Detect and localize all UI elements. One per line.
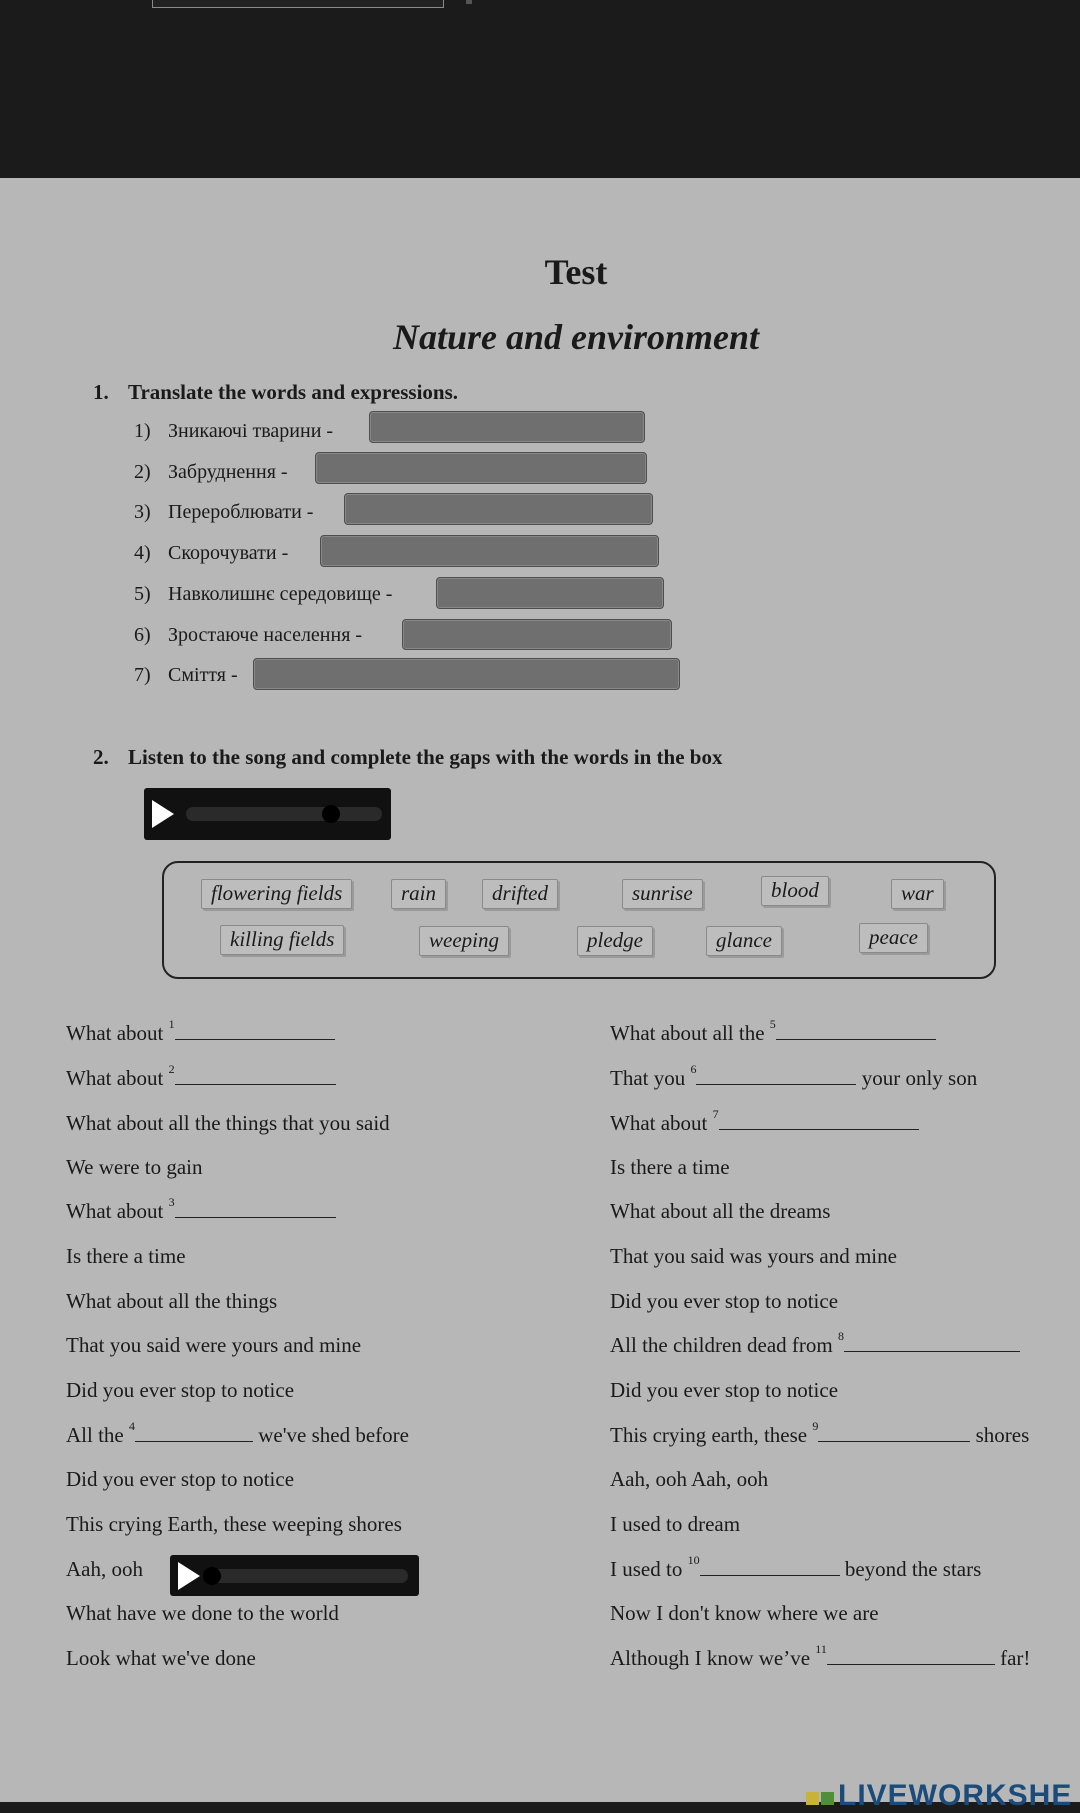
lyric-line: Now I don't know where we are (610, 1601, 879, 1625)
word-chip: war (891, 879, 944, 909)
translate-item-4 (134, 542, 288, 565)
audio-progress-knob[interactable] (322, 805, 340, 823)
answer-field-1[interactable] (369, 411, 645, 443)
page-subtitle: Nature and environment (392, 317, 760, 357)
lyric-line: What about all the $^5$ (610, 1021, 936, 1046)
play-icon[interactable] (152, 800, 174, 828)
lyric-line: This crying earth, these $^9$ shores (610, 1419, 1030, 1447)
audio-player[interactable] (144, 788, 391, 840)
play-icon[interactable] (178, 1562, 200, 1590)
item-number: 5) (134, 583, 151, 605)
answer-field-4[interactable] (320, 535, 659, 567)
translate-item-2 (134, 461, 288, 484)
lyric-line: What about all the things that you said (66, 1111, 390, 1135)
gap-7[interactable] (719, 1111, 919, 1130)
word-chip: peace (859, 923, 928, 953)
gap-5[interactable] (776, 1021, 936, 1040)
word-chip: blood (761, 876, 829, 906)
section-2-title: Listen to the song and complete the gaps with the words in the box (128, 745, 723, 769)
section-2-heading (93, 745, 722, 770)
translate-item-3 (134, 501, 313, 524)
translate-item-5 (134, 583, 392, 606)
gap-2[interactable] (175, 1066, 336, 1085)
lyric-line: Did you ever stop to notice (610, 1378, 839, 1402)
answer-field-5[interactable] (436, 577, 664, 609)
lyric-line: Is there a time (66, 1244, 186, 1268)
audio-progress-track[interactable] (186, 807, 382, 821)
lyric-line: That you said were yours and mine (66, 1333, 362, 1357)
gap-10[interactable] (700, 1557, 840, 1576)
gap-6[interactable] (696, 1066, 856, 1085)
liveworksheets-logo: LIVEWORKSHE (806, 1779, 1072, 1813)
lyric-line: Did you ever stop to notice (610, 1289, 839, 1313)
gap-1[interactable] (175, 1021, 335, 1040)
item-label: Забруднення - (168, 461, 288, 483)
lyric-line: What about $^1$ (66, 1021, 335, 1046)
item-number: 2) (134, 461, 151, 483)
answer-field-3[interactable] (344, 493, 653, 525)
translate-item-7 (134, 664, 238, 687)
gap-3[interactable] (175, 1199, 336, 1218)
lyric-line: What about $^2$ (66, 1066, 336, 1091)
word-chip: killing fields (220, 925, 344, 955)
lyric-line: Although I know we’ve $^{11}$ far! (610, 1642, 1031, 1670)
item-label: Навколишнє середовище - (168, 583, 393, 605)
item-label: Перероблювати - (168, 501, 314, 523)
item-label: Зникаючі тварини - (168, 420, 334, 442)
word-chip: drifted (482, 879, 558, 909)
lyric-line: All the $^4$ we've shed before (66, 1419, 409, 1447)
lyric-line: I used to dream (610, 1512, 741, 1536)
lyric-line: Did you ever stop to notice (66, 1467, 295, 1491)
word-chip: weeping (419, 926, 509, 956)
lyric-line: Is there a time (610, 1155, 730, 1179)
translate-item-6 (134, 624, 362, 647)
lyric-line: Look what we've done (66, 1646, 256, 1670)
gap-11[interactable] (827, 1646, 995, 1665)
lyric-line: That you $^6$ your only son (610, 1062, 978, 1090)
audio-progress-track[interactable] (208, 1569, 408, 1583)
word-chip: pledge (577, 926, 653, 956)
page-title: Test (544, 252, 608, 292)
lyric-line: What about all the dreams (610, 1199, 831, 1223)
lyric-line: This crying Earth, these weeping shores (66, 1512, 402, 1536)
translate-item-1 (134, 420, 333, 443)
gap-4[interactable] (135, 1423, 253, 1442)
lyric-line: What about $^7$ (610, 1111, 919, 1136)
word-chip: glance (706, 926, 782, 956)
item-label: Скорочувати - (168, 542, 289, 564)
lyric-line: All the children dead from $^8$ (610, 1333, 1020, 1358)
item-number: 3) (134, 501, 151, 523)
gap-8[interactable] (844, 1333, 1020, 1352)
lyric-line: What have we done to the world (66, 1601, 339, 1625)
logo-icon (806, 1792, 819, 1805)
answer-field-6[interactable] (402, 619, 672, 650)
answer-field-2[interactable] (315, 452, 647, 484)
item-label: Зростаюче населення - (168, 624, 363, 646)
section-1-number: 1. (93, 380, 109, 404)
lyric-line: What about $^3$ (66, 1199, 336, 1224)
lyric-line: We were to gain (66, 1155, 203, 1179)
lyric-line: That you said was yours and mine (610, 1244, 897, 1268)
lyric-line: Aah, ooh Aah, ooh (610, 1467, 769, 1491)
gap-9[interactable] (818, 1423, 970, 1442)
item-number: 1) (134, 420, 151, 442)
word-chip: rain (391, 879, 446, 909)
lyric-line: I used to $^{10}$ beyond the stars (610, 1553, 982, 1581)
item-number: 4) (134, 542, 151, 564)
top-dark-bar (0, 0, 1080, 178)
word-chip: sunrise (622, 879, 703, 909)
item-number: 6) (134, 624, 151, 646)
item-label: Сміття - (168, 664, 238, 686)
word-chip: flowering fields (201, 879, 352, 909)
lyric-line: Aah, ooh (66, 1557, 143, 1581)
lyric-line: Did you ever stop to notice (66, 1378, 295, 1402)
audio-player-2[interactable] (170, 1555, 419, 1596)
item-number: 7) (134, 664, 151, 686)
answer-field-7[interactable] (253, 658, 680, 690)
section-1-heading (93, 380, 458, 405)
top-input-stub[interactable] (152, 0, 444, 8)
lyric-line: What about all the things (66, 1289, 278, 1313)
audio-progress-knob[interactable] (203, 1567, 221, 1585)
top-marker (466, 0, 472, 4)
section-1-title: Translate the words and expressions. (128, 380, 459, 404)
section-2-number: 2. (93, 745, 109, 769)
logo-icon (821, 1792, 834, 1805)
